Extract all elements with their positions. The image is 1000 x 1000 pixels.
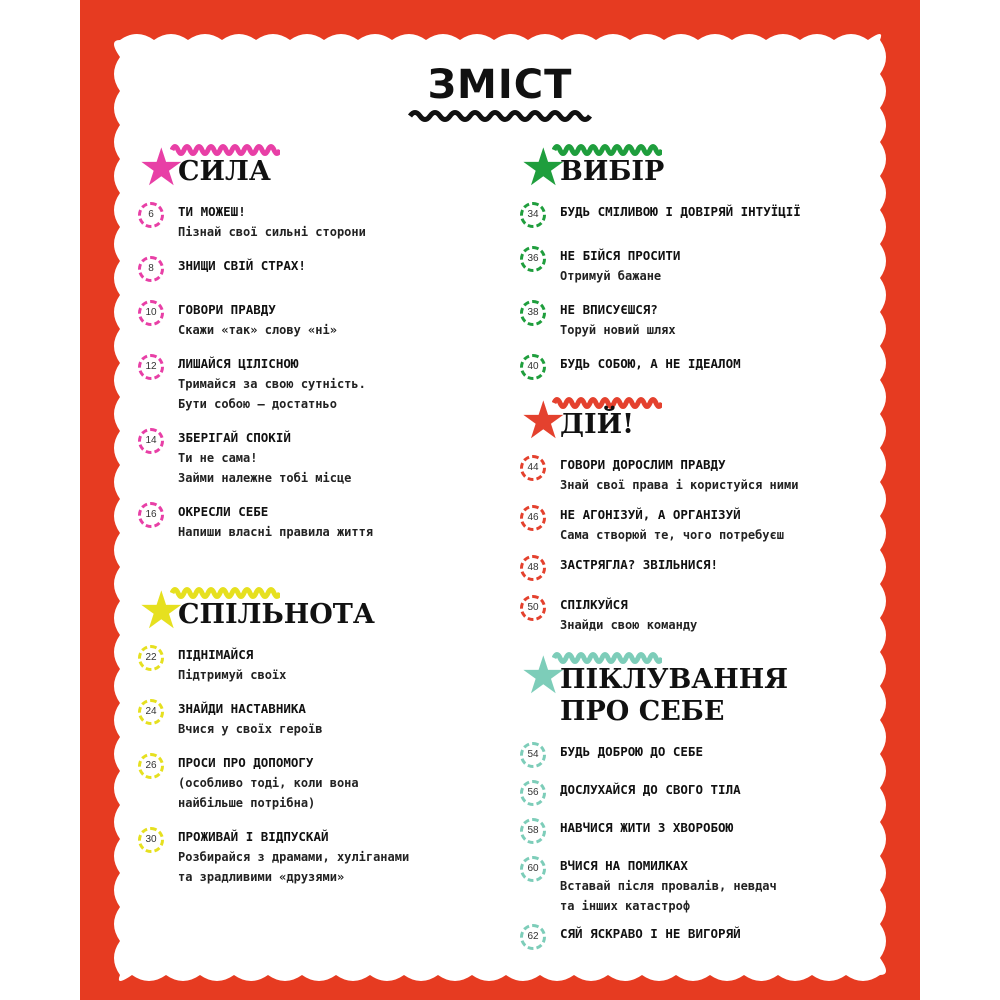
section-header [520,391,880,455]
entry-title: ОКРЕСЛИ СЕБЕ [178,504,269,519]
entry-title: ПРОСИ ПРО ДОПОМОГУ [178,755,314,770]
section-title: ДІЙ! [560,409,634,440]
entry-subtitle: найбільше потрібна) [178,796,316,810]
page-number-badge: 38 [520,300,546,326]
entry-title: НЕ ВПИСУЄШСЯ? [560,302,658,317]
page-number-badge: 58 [520,818,546,844]
toc-entry[interactable] [520,455,880,495]
entry-subtitle: Займи належне тобі місце [178,471,352,485]
page-number-badge: 46 [520,505,546,531]
entry-subtitle: Ти не сама! [178,451,258,465]
section-header [138,581,478,645]
toc-entry[interactable] [520,818,880,848]
page-number-badge: 6 [138,202,164,228]
page-number-badge: 44 [520,455,546,481]
section-header [520,138,880,202]
star-icon: ★ [520,391,567,451]
entry-title: ПІДНІМАЙСЯ [178,647,254,662]
entry-title: ГОВОРИ ПРАВДУ [178,302,276,317]
section-title-line2: ПРО СЕБЕ [560,696,725,727]
toc-entry[interactable] [138,300,478,340]
page-number-badge: 12 [138,354,164,380]
entry-title: ГОВОРИ ДОРОСЛИМ ПРАВДУ [560,457,726,472]
page-number-badge: 60 [520,856,546,882]
entry-subtitle: Знай свої права і користуйся ними [560,478,799,492]
toc-entry[interactable] [520,780,880,810]
toc-entry[interactable] [138,354,478,414]
page-number-badge: 16 [138,502,164,528]
toc-entry[interactable] [520,742,880,772]
toc-entry[interactable] [138,645,478,685]
entry-title: ВЧИСЯ НА ПОМИЛКАХ [560,858,688,873]
toc-entry[interactable] [138,502,478,542]
section-title: СПІЛЬНОТА [178,599,375,630]
section-vybir [520,138,880,398]
toc-entry[interactable] [520,924,880,954]
toc-entry[interactable] [520,555,880,585]
section-spilnota [138,581,478,901]
entry-subtitle: Сама створюй те, чого потребуєш [560,528,784,542]
section-wave-decoration [552,142,662,156]
toc-entry[interactable] [138,202,478,242]
section-title: ПІКЛУВАННЯ [560,664,789,695]
entry-subtitle: та зрадливими «друзями» [178,870,345,884]
toc-entry[interactable] [520,505,880,545]
entry-subtitle: Отримуй бажане [560,269,662,283]
entry-title: БУДЬ СОБОЮ, А НЕ ІДЕАЛОМ [560,356,741,371]
entry-subtitle: Скажи «так» слову «ні» [178,323,337,337]
section-wave-decoration [552,395,662,409]
entry-title: ЗБЕРІГАЙ СПОКІЙ [178,430,291,445]
page-number-badge: 14 [138,428,164,454]
entry-subtitle: Торуй новий шлях [560,323,676,337]
entry-subtitle: Пізнай свої сильні сторони [178,225,366,239]
page-number-badge: 56 [520,780,546,806]
entry-subtitle: (особливо тоді, коли вона [178,776,359,790]
entry-subtitle: Вставай після провалів, невдач [560,879,777,893]
entry-subtitle: Знайди свою команду [560,618,698,632]
entry-subtitle: Бути собою — достатньо [178,397,337,411]
section-title: СИЛА [178,156,271,187]
entry-subtitle: Напиши власні правила життя [178,525,374,539]
entry-subtitle: Тримайся за свою сутність. [178,377,366,391]
page-number-badge: 22 [138,645,164,671]
entry-title: ПРОЖИВАЙ І ВІДПУСКАЙ [178,829,329,844]
entry-title: НЕ АГОНІЗУЙ, А ОРГАНІЗУЙ [560,507,741,522]
page-number-badge: 36 [520,246,546,272]
section-diy [520,391,880,645]
toc-entry[interactable] [138,699,478,739]
entry-subtitle: Підтримуй своїх [178,668,287,682]
page-number-badge: 10 [138,300,164,326]
page-title: ЗМІСТ [427,62,573,108]
page-number-badge: 54 [520,742,546,768]
section-header [520,646,880,742]
page-number-badge: 48 [520,555,546,581]
section-wave-decoration [552,650,662,664]
toc-entry[interactable] [520,354,880,384]
entry-title: ЛИШАЙСЯ ЦІЛІСНОЮ [178,356,299,371]
page-number-badge: 30 [138,827,164,853]
star-icon: ★ [520,646,567,706]
section-pikluvannia [520,646,880,962]
section-wave-decoration [170,585,280,599]
page-number-badge: 24 [138,699,164,725]
toc-entry[interactable] [520,856,880,916]
toc-entry[interactable] [520,595,880,635]
section-wave-decoration [170,142,280,156]
page-number-badge: 8 [138,256,164,282]
section-sila [138,138,478,556]
toc-entry[interactable] [520,202,880,232]
toc-entry[interactable] [138,256,478,286]
toc-entry[interactable] [138,428,478,488]
entry-subtitle: Розбирайся з драмами, хуліганами [178,850,410,864]
entry-title: ДОСЛУХАЙСЯ ДО СВОГО ТІЛА [560,782,741,797]
entry-title: БУДЬ СМІЛИВОЮ І ДОВІРЯЙ ІНТУЇЦІЇ [560,204,801,219]
toc-entry[interactable] [138,753,478,813]
entry-title: ТИ МОЖЕШ! [178,204,246,219]
toc-entry[interactable] [520,300,880,340]
star-icon: ★ [138,581,185,641]
page-number-badge: 26 [138,753,164,779]
entry-title: НЕ БІЙСЯ ПРОСИТИ [560,248,681,263]
page-number-badge: 34 [520,202,546,228]
entry-title: СПІЛКУЙСЯ [560,597,628,612]
entry-subtitle: Вчися у своїх героїв [178,722,323,736]
page-number-badge: 62 [520,924,546,950]
toc-entry[interactable] [138,827,478,887]
entry-title: БУДЬ ДОБРОЮ ДО СЕБЕ [560,744,703,759]
page-number-badge: 40 [520,354,546,380]
entry-title: НАВЧИСЯ ЖИТИ З ХВОРОБОЮ [560,820,734,835]
section-title: ВИБІР [560,156,665,187]
entry-title: СЯЙ ЯСКРАВО І НЕ ВИГОРЯЙ [560,926,741,941]
page-number-badge: 50 [520,595,546,621]
entry-title: ЗНИЩИ СВІЙ СТРАХ! [178,258,306,273]
entry-title: ЗАСТРЯГЛА? ЗВІЛЬНИСЯ! [560,557,719,572]
page-background [80,0,920,1000]
toc-entry[interactable] [520,246,880,286]
entry-title: ЗНАЙДИ НАСТАВНИКА [178,701,306,716]
section-header [138,138,478,202]
entry-subtitle: та інших катастроф [560,899,691,913]
star-icon: ★ [520,138,567,198]
star-icon: ★ [138,138,185,198]
